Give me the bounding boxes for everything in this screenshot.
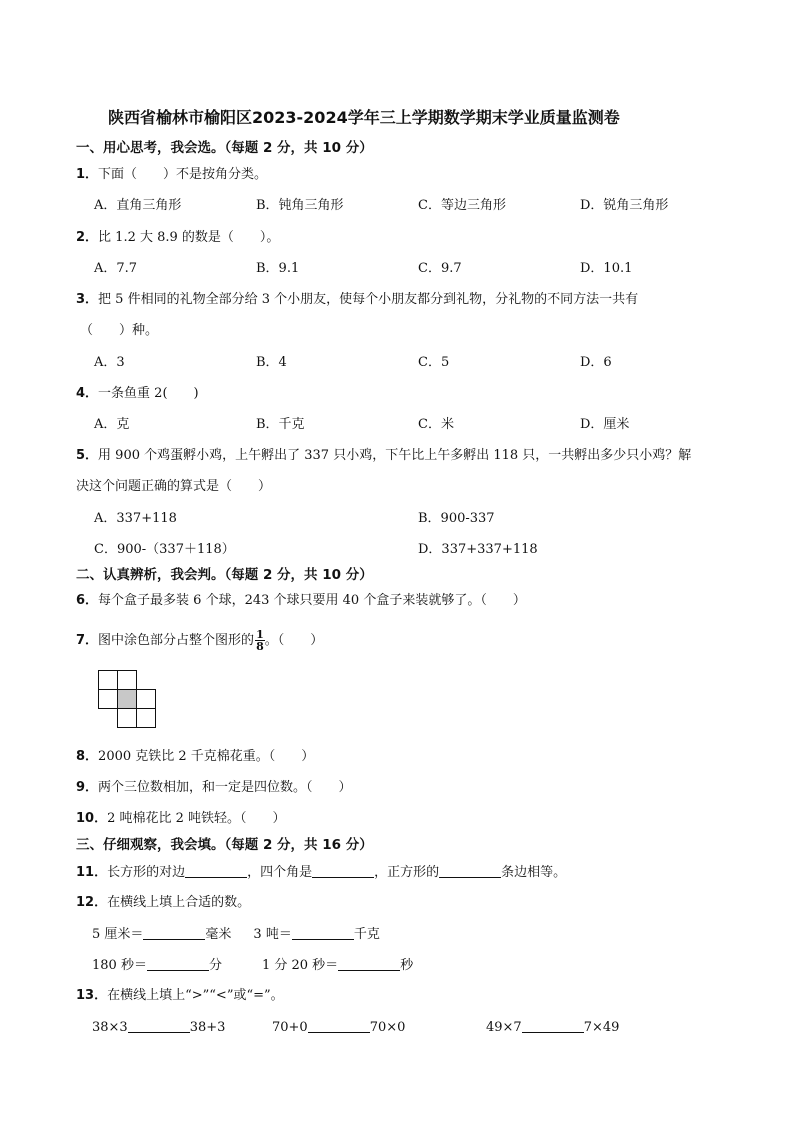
question-13 xyxy=(76,987,284,1005)
q4-option-c: C．米 xyxy=(418,417,454,432)
question-text-end: 。（ ） xyxy=(264,633,324,648)
question-text: 一条鱼重 2( ) xyxy=(98,386,199,401)
q3-option-a: A．3 xyxy=(94,355,125,370)
unit-text: 秒 xyxy=(400,958,414,973)
q4-option-b: B．千克 xyxy=(256,417,305,432)
unit-text: 分 xyxy=(208,958,222,973)
grid-cell xyxy=(118,709,137,728)
page-title: 陕西省榆林市榆阳区2023-2024学年三上学期数学期末学业质量监测卷 xyxy=(108,108,620,127)
answer-blank[interactable] xyxy=(143,925,205,940)
question-number: 10． xyxy=(76,811,108,826)
q5-option-c: C．900-（337＋118） xyxy=(94,542,235,557)
question-number: 13． xyxy=(76,988,108,1003)
answer-blank[interactable] xyxy=(338,956,400,971)
question-text: 每个盒子最多装 6 个球，243 个球只要用 40 个盒子来装就够了。（ ） xyxy=(98,593,526,608)
question-text: 比 1.2 大 8.9 的数是（ ）。 xyxy=(98,230,280,245)
question-text: ，正方形的 xyxy=(374,865,440,880)
question-number: 8． xyxy=(76,749,99,764)
question-number: 6． xyxy=(76,593,99,608)
fraction-numerator: 1 xyxy=(256,628,264,641)
question-7 xyxy=(76,629,323,652)
question-text: 2 吨棉花比 2 吨铁轻。（ ） xyxy=(107,811,286,826)
q2-option-d: D．10.1 xyxy=(580,261,633,276)
question-number: 4． xyxy=(76,386,99,401)
shaded-grid-figure xyxy=(98,670,158,732)
unit-text: 千克 xyxy=(353,927,380,942)
conversion-text: 3 吨＝ xyxy=(253,927,292,942)
question-12 xyxy=(76,894,250,912)
answer-blank[interactable] xyxy=(128,1018,190,1033)
question-number: 12． xyxy=(76,895,108,910)
question-number: 7． xyxy=(76,633,99,648)
q13-expr-2 xyxy=(272,1018,405,1037)
question-6 xyxy=(76,592,526,610)
grid-cell xyxy=(137,690,156,709)
expression-right: 70×0 xyxy=(369,1020,406,1035)
answer-blank[interactable] xyxy=(292,925,354,940)
q13-expr-1 xyxy=(92,1018,225,1037)
grid-cell xyxy=(99,690,118,709)
q5-option-b: B．900-337 xyxy=(418,511,495,526)
question-number: 3． xyxy=(76,292,99,307)
question-text: ，四个角是 xyxy=(247,865,313,880)
q5-option-d: D．337+337+118 xyxy=(418,542,538,557)
question-2 xyxy=(76,229,279,247)
answer-blank[interactable] xyxy=(522,1018,584,1033)
section-heading-1: 一、用心思考，我会选。（每题 2 分，共 10 分） xyxy=(76,140,373,156)
q1-option-d: D．锐角三角形 xyxy=(580,198,669,213)
question-11 xyxy=(76,863,566,882)
expression-left: 49×7 xyxy=(486,1020,522,1035)
question-text: 下面（ ）不是按角分类。 xyxy=(98,167,268,182)
section-heading-2: 二、认真辨析，我会判。（每题 2 分，共 10 分） xyxy=(76,567,373,583)
expression-right: 7×49 xyxy=(583,1020,620,1035)
question-1 xyxy=(76,166,267,184)
question-text: 在横线上填上“>”“<”或“=”。 xyxy=(107,988,284,1003)
grid-cell xyxy=(137,709,156,728)
answer-blank[interactable] xyxy=(147,956,209,971)
question-9 xyxy=(76,779,352,797)
q1-option-b: B．钝角三角形 xyxy=(256,198,344,213)
q1-option-a: A．直角三角形 xyxy=(94,198,182,213)
conversion-text: 1 分 20 秒＝ xyxy=(261,958,339,973)
conversion-text: 180 秒＝ xyxy=(92,958,147,973)
section-heading-3: 三、仔细观察，我会填。（每题 2 分，共 16 分） xyxy=(76,837,373,853)
question-number: 5． xyxy=(76,448,99,463)
q3-option-c: C．5 xyxy=(418,355,450,370)
question-5-continued: 决这个问题正确的算式是（ ） xyxy=(76,479,272,494)
question-text: 2000 克铁比 2 千克棉花重。（ ） xyxy=(98,749,315,764)
expression-right: 38+3 xyxy=(189,1020,226,1035)
q2-option-a: A．7.7 xyxy=(94,261,138,276)
question-text: 长方形的对边 xyxy=(107,865,186,880)
q13-expr-3 xyxy=(486,1018,619,1037)
question-8 xyxy=(76,748,314,766)
question-text: 把 5 件相同的礼物全部分给 3 个小朋友，使每个小朋友都分到礼物，分礼物的不同方法一共有 xyxy=(98,292,639,307)
answer-blank[interactable] xyxy=(312,863,374,878)
question-number: 11． xyxy=(76,865,108,880)
question-3 xyxy=(76,291,638,309)
question-5 xyxy=(76,447,691,465)
q4-option-a: A．克 xyxy=(94,417,130,432)
question-number: 2． xyxy=(76,230,99,245)
q2-option-c: C．9.7 xyxy=(418,261,462,276)
q1-option-c: C．等边三角形 xyxy=(418,198,506,213)
question-text: 条边相等。 xyxy=(501,865,567,880)
answer-blank[interactable] xyxy=(308,1018,370,1033)
fraction-one-eighth xyxy=(255,629,265,652)
question-text: 图中涂色部分占整个图形的 xyxy=(98,633,255,648)
answer-blank[interactable] xyxy=(439,863,501,878)
question-number: 1． xyxy=(76,167,99,182)
question-10 xyxy=(76,810,286,828)
grid-cell xyxy=(99,671,118,690)
conversion-text: 5 厘米＝ xyxy=(92,927,144,942)
q3-option-b: B．4 xyxy=(256,355,287,370)
question-text: 两个三位数相加，和一定是四位数。（ ） xyxy=(98,780,352,795)
answer-blank[interactable] xyxy=(185,863,247,878)
grid-cell-shaded xyxy=(118,690,137,709)
q12-row-1 xyxy=(92,925,380,944)
question-3-continued: （ ）种。 xyxy=(80,323,159,338)
q5-option-a: A．337+118 xyxy=(94,511,177,526)
unit-text: 毫米 xyxy=(205,927,232,942)
q4-option-d: D．厘米 xyxy=(580,417,630,432)
question-4 xyxy=(76,385,199,403)
question-number: 9． xyxy=(76,780,99,795)
expression-left: 38×3 xyxy=(92,1020,128,1035)
question-text: 在横线上填上合适的数。 xyxy=(107,895,251,910)
grid-cell xyxy=(118,671,137,690)
q2-option-b: B．9.1 xyxy=(256,261,300,276)
q3-option-d: D．6 xyxy=(580,355,612,370)
question-text: 用 900 个鸡蛋孵小鸡，上午孵出了 337 只小鸡，下午比上午多孵出 118 只，一共孵出多少只小鸡？解 xyxy=(98,448,692,463)
expression-left: 70+0 xyxy=(272,1020,308,1035)
fraction-denominator: 8 xyxy=(256,640,264,653)
q12-row-2 xyxy=(92,956,413,975)
